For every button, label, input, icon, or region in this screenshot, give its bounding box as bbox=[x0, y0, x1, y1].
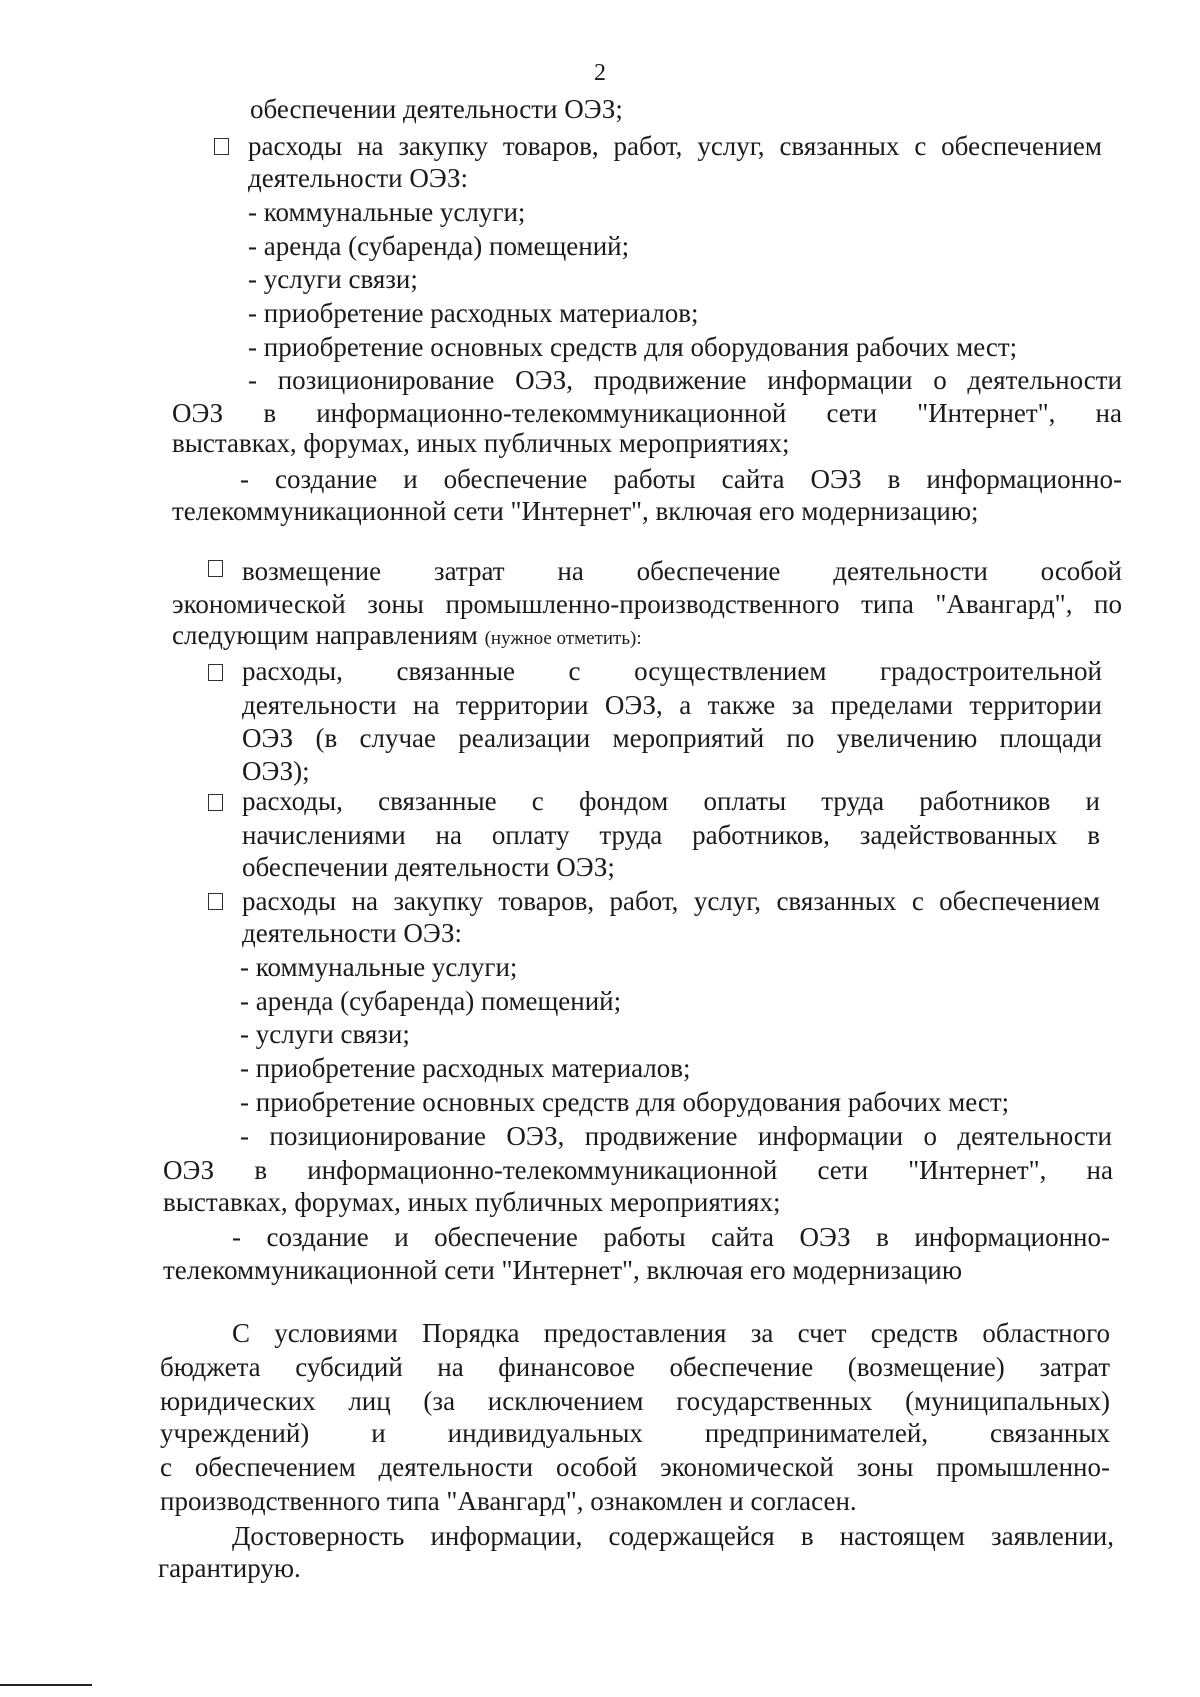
list-item: - приобретение основных средств для оборудования рабочих мест; bbox=[240, 1087, 1010, 1117]
text-line: возмещение затрат на обеспечение деятельности особой bbox=[242, 556, 1122, 586]
text-line: ОЭЗ (в случае реализации мероприятий по увеличению площади bbox=[242, 723, 1102, 753]
list-item: - приобретение основных средств для оборудования рабочих мест; bbox=[248, 332, 1018, 362]
text-line: ОЭЗ); bbox=[242, 756, 310, 786]
list-item: - создание и обеспечение работы сайта ОЭЗ в информационно- bbox=[232, 1222, 1110, 1252]
paragraph-line: учреждений) и индивидуальных предпринимателей, связанных bbox=[160, 1418, 1110, 1448]
note-text: (нужное отметить): bbox=[484, 628, 642, 649]
text-line: следующим направлениям bbox=[172, 620, 478, 650]
checkbox[interactable] bbox=[214, 138, 229, 155]
text-line: обеспечении деятельности ОЭЗ; bbox=[250, 94, 623, 124]
checkbox[interactable] bbox=[208, 560, 223, 577]
list-item: - аренда (субаренда) помещений; bbox=[240, 986, 622, 1016]
list-item: - коммунальные услуги; bbox=[248, 197, 526, 227]
paragraph-line: производственного типа "Авангард", ознакомлен и согласен. bbox=[160, 1486, 857, 1516]
checkbox[interactable] bbox=[208, 893, 223, 910]
paragraph-line: С условиями Порядка предоставления за счет средств областного bbox=[232, 1318, 1110, 1348]
list-item: - услуги связи; bbox=[240, 1019, 410, 1049]
list-item: - позиционирование ОЭЗ, продвижение информации о деятельности bbox=[248, 365, 1122, 395]
text-line: деятельности ОЭЗ: bbox=[248, 163, 468, 193]
list-item: - приобретение расходных материалов; bbox=[240, 1053, 691, 1083]
list-item: - позиционирование ОЭЗ, продвижение информации о деятельности bbox=[240, 1121, 1112, 1151]
paragraph-line: бюджета субсидий на финансовое обеспечение (возмещение) затрат bbox=[160, 1352, 1110, 1382]
footer-rule bbox=[0, 1684, 92, 1686]
list-item: - приобретение расходных материалов; bbox=[248, 298, 699, 328]
list-item: - создание и обеспечение работы сайта ОЭЗ в информационно- bbox=[240, 464, 1122, 494]
text-line: деятельности ОЭЗ: bbox=[242, 918, 462, 948]
paragraph-line: с обеспечением деятельности особой экономической зоны промышленно- bbox=[160, 1452, 1110, 1482]
text-line: расходы на закупку товаров, работ, услуг, связанных с обеспечением bbox=[242, 886, 1100, 916]
text-line: деятельности на территории ОЭЗ, а также за пределами территории bbox=[242, 690, 1102, 720]
text-line: начислениями на оплату труда работников, задействованных в bbox=[242, 820, 1100, 850]
text-line: расходы на закупку товаров, работ, услуг, связанных с обеспечением bbox=[248, 131, 1102, 161]
paragraph-line: гарантирую. bbox=[158, 1553, 301, 1583]
page-number: 2 bbox=[594, 60, 606, 86]
list-item: - коммунальные услуги; bbox=[240, 952, 518, 982]
text-line: ОЭЗ в информационно-телекоммуникационной сети "Интернет", на bbox=[163, 1155, 1113, 1185]
text-line: расходы, связанные с фондом оплаты труда работников и bbox=[242, 786, 1100, 816]
text-line: расходы, связанные с осуществлением градостроительной bbox=[242, 656, 1102, 686]
text-line: экономической зоны промышленно-производственного типа "Авангард", по bbox=[172, 589, 1122, 619]
text-line: выставках, форумах, иных публичных мероприятиях; bbox=[163, 1187, 781, 1217]
text-line: выставках, форумах, иных публичных мероприятиях; bbox=[172, 428, 790, 458]
checkbox[interactable] bbox=[208, 794, 223, 811]
list-item: - услуги связи; bbox=[248, 264, 418, 294]
text-line: обеспечении деятельности ОЭЗ; bbox=[242, 852, 615, 882]
checkbox[interactable] bbox=[208, 664, 223, 681]
text-line: ОЭЗ в информационно-телекоммуникационной сети "Интернет", на bbox=[172, 398, 1122, 428]
list-item: - аренда (субаренда) помещений; bbox=[248, 231, 630, 261]
paragraph-line: Достоверность информации, содержащейся в настоящем заявлении, bbox=[232, 1521, 1114, 1551]
text-line: телекоммуникационной сети "Интернет", включая его модернизацию; bbox=[172, 496, 979, 526]
paragraph-line: юридических лиц (за исключением государственных (муниципальных) bbox=[160, 1386, 1110, 1416]
text-line: телекоммуникационной сети "Интернет", включая его модернизацию bbox=[163, 1255, 963, 1285]
